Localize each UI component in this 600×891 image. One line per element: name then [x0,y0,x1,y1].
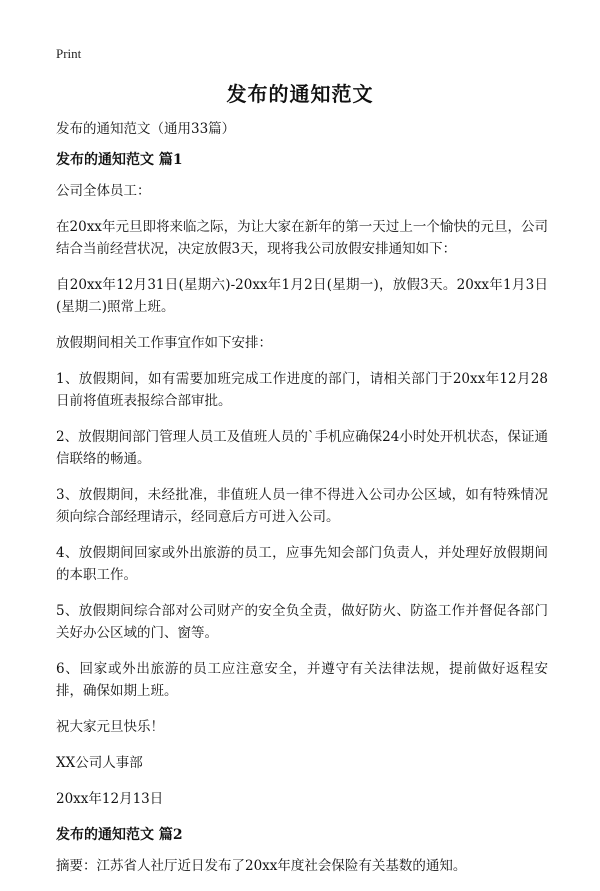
schedule-paragraph: 自20xx年12月31日(星期六)-20xx年1月2日(星期一)，放假3天。20xx年1月3日(星期二)照常上班。 [56,277,548,315]
abstract-paragraph: 摘要：江苏省人社厅近日发布了20xx年度社会保险有关基数的通知。 [56,858,467,874]
section-heading-2: 发布的通知范文 篇2 [56,827,183,843]
intro-paragraph: 在20xx年元旦即将来临之际，为让大家在新年的第一天过上一个愉快的元旦，公司结合当前经营状况，决定放假3天，现将我公司放假安排通知如下： [56,219,548,257]
list-item: 4、放假期间回家或外出旅游的员工，应事先知会部门负责人，并处理好放假期间的本职工作。 [56,545,548,583]
list-item: 5、放假期间综合部对公司财产的安全负全责，做好防火、防盗工作并督促各部门关好办公区域的门、窗等。 [56,603,548,641]
document-title: 发布的通知范文 [226,82,374,106]
section-heading-1: 发布的通知范文 篇1 [56,152,183,168]
closing-greeting: 祝大家元旦快乐！ [56,719,164,735]
notice-date: 20xx年12月13日 [56,791,164,807]
signature: XX公司人事部 [56,755,143,771]
list-item: 1、放假期间，如有需要加班完成工作进度的部门，请相关部门于20xx年12月28日前将值班表报综合部审批。 [56,371,548,409]
list-item: 2、放假期间部门管理人员工及值班人员的`手机应确保24小时处开机状态，保证通信联络的畅通。 [56,429,548,467]
list-item: 3、放假期间，未经批准，非值班人员一律不得进入公司办公区域，如有特殊情况须向综合部经理请示，经同意后方可进入公司。 [56,487,548,525]
list-item: 6、回家或外出旅游的员工应注意安全，并遵守有关法律法规，提前做好返程安排，确保如期上班。 [56,661,548,699]
matters-intro: 放假期间相关工作事宜作如下安排： [56,335,272,351]
document-body [56,118,548,891]
document-subtitle: 发布的通知范文（通用33篇） [56,121,236,137]
print-label[interactable]: Print [56,46,82,61]
salutation: 公司全体员工： [56,183,151,199]
